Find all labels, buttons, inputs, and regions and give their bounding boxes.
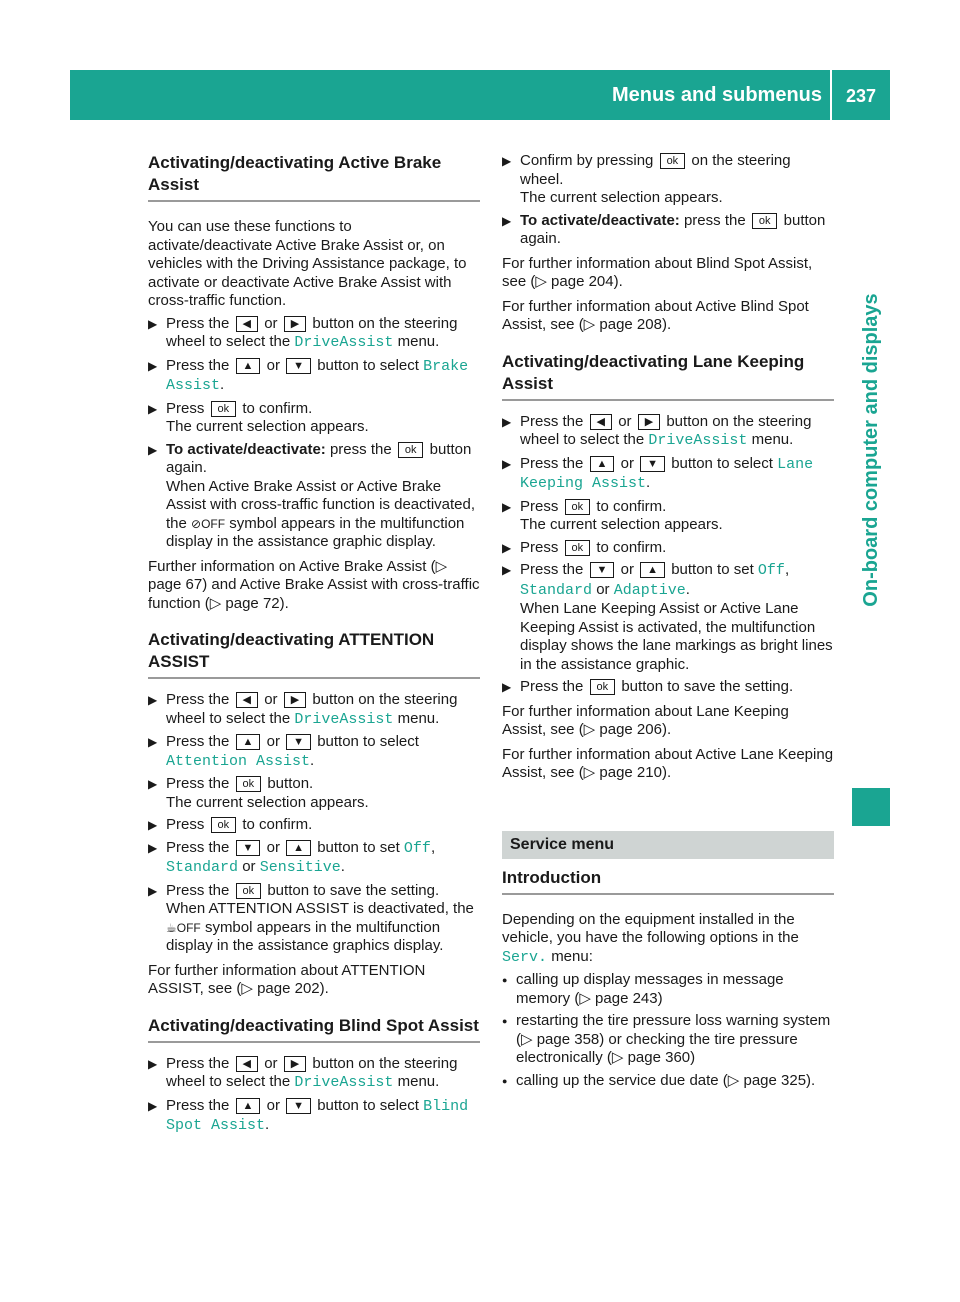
up-key-icon: ▲ <box>286 840 311 856</box>
menu-option: Standard <box>520 581 593 599</box>
section-heading: Activating/deactivating Active Brake Assist <box>148 152 480 202</box>
section-active-brake-assist <box>148 152 480 613</box>
service-menu-heading: Service menu <box>502 831 834 859</box>
right-key-icon: ▶ <box>284 316 306 332</box>
further-info: For further information about Active Lane Keeping Assist, see (▷ page 210). <box>502 745 834 781</box>
menu-name: Attention Assist <box>166 752 311 770</box>
left-key-icon: ◀ <box>236 1056 258 1072</box>
section-service-menu <box>502 831 834 1091</box>
step: ▶ Press the ok button to save the setting. When ATTENTION ASSIST is deactivated, the ☕OFF symbol appears in the multifunction display in the assistance graphics display. <box>148 882 480 956</box>
further-info: For further information about ATTENTION ASSIST, see (▷ page 202). <box>148 961 426 997</box>
section-heading: Activating/deactivating ATTENTION ASSIST <box>148 629 480 679</box>
step: ▶ Confirm by pressing ok on the steering wheel. The current selection appears. <box>502 152 834 208</box>
side-tab <box>852 180 890 720</box>
menu-name: DriveAssist <box>294 1074 394 1091</box>
section-heading: Activating/deactivating Blind Spot Assist <box>148 1015 480 1043</box>
step: ▶ Press the ◀ or ▶ button on the steering wheel to select the DriveAssist menu. <box>148 315 480 353</box>
step: ▶ To activate/deactivate: press the ok button again. <box>502 212 834 249</box>
step: ▶ Press the ok button to save the setting. <box>502 678 834 697</box>
menu-name: DriveAssist <box>294 710 394 728</box>
right-key-icon: ▶ <box>284 692 306 708</box>
ok-key-icon: ok <box>398 442 424 458</box>
ok-key-icon: ok <box>752 213 778 229</box>
chapter-title: Menus and submenus <box>611 84 822 106</box>
step: ▶ Press ok to confirm. <box>148 816 480 835</box>
page-number: 237 <box>845 86 877 106</box>
ok-key-icon: ok <box>236 883 262 899</box>
section-heading: Introduction <box>502 867 834 895</box>
down-key-icon: ▼ <box>286 1098 311 1114</box>
up-key-icon: ▲ <box>590 456 615 472</box>
section-lane-keeping-assist <box>502 351 834 783</box>
menu-name: DriveAssist <box>648 432 748 449</box>
ok-key-icon: ok <box>211 401 237 417</box>
menu-option: Sensitive <box>259 859 341 876</box>
down-key-icon: ▼ <box>590 562 615 578</box>
further-info: For further information about Blind Spot Assist, see (▷ page 204). <box>502 254 813 290</box>
left-key-icon: ◀ <box>590 414 612 430</box>
section-intro: You can use these functions to activate/deactivate Active Brake Assist or, on vehicles with the Driving Assistance package, to activate or deactivate Active Brake Assist with cross-traffic function. <box>148 218 467 309</box>
ok-key-icon: ok <box>660 153 686 169</box>
up-key-icon: ▲ <box>236 358 261 374</box>
step: ▶ Press the ◀ or ▶ button on the steering wheel to select the DriveAssist menu. <box>148 691 480 729</box>
step: ▶ Press the ▲ or ▼ button to select Blind Spot Assist. <box>148 1097 480 1136</box>
further-info: For further information about Active Blind Spot Assist, see (▷ page 208). <box>502 297 809 333</box>
left-key-icon: ◀ <box>236 316 258 332</box>
menu-name: Brake Assist <box>166 357 469 394</box>
down-key-icon: ▼ <box>286 358 311 374</box>
ok-key-icon: ok <box>565 540 591 556</box>
list-item: ● calling up the service due date (▷ page 325). <box>502 1072 834 1091</box>
step: ▶ Press the ◀ or ▶ button on the steering wheel to select the DriveAssist menu. <box>148 1055 480 1093</box>
section-blind-spot-assist <box>148 1015 480 1136</box>
down-key-icon: ▼ <box>286 734 311 750</box>
step: ▶ Press the ok button. The current selection appears. <box>148 775 480 812</box>
menu-name: Serv. <box>502 948 548 966</box>
left-column <box>148 152 480 1136</box>
section-heading: Activating/deactivating Lane Keeping Assist <box>502 351 834 401</box>
down-key-icon: ▼ <box>236 840 261 856</box>
section-attention-assist <box>148 629 480 999</box>
right-key-icon: ▶ <box>638 414 660 430</box>
menu-name: Blind Spot Assist <box>166 1097 469 1134</box>
step: ▶ Press the ▲ or ▼ button to select Brake Assist. <box>148 357 480 396</box>
list-item: ● calling up display messages in message memory (▷ page 243) <box>502 971 834 1008</box>
side-tab-marker <box>852 788 890 826</box>
ok-key-icon: ok <box>590 679 616 695</box>
menu-name: DriveAssist <box>294 334 394 351</box>
section-intro: Depending on the equipment installed in the vehicle, you have the following options in the Serv. menu: <box>502 910 799 966</box>
list-item: ● restarting the tire pressure loss warning system (▷ page 358) or checking the tire pressure electronically (▷ page 360) <box>502 1012 834 1068</box>
step: ▶ Press the ▲ or ▼ button to select Lane Keeping Assist. <box>502 455 834 494</box>
attention-assist-off-icon: ☕OFF <box>166 920 201 935</box>
left-key-icon: ◀ <box>236 692 258 708</box>
further-info: Further information on Active Brake Assist (▷ page 67) and Active Brake Assist with cross-traffic function (▷ page 72). <box>148 557 480 612</box>
step: ▶ Press the ▲ or ▼ button to select Attention Assist. <box>148 733 480 771</box>
down-key-icon: ▼ <box>640 456 665 472</box>
right-column <box>502 152 834 1090</box>
menu-option: Adaptive <box>613 581 686 599</box>
step: ▶ To activate/deactivate: press the ok button again. When Active Brake Assist or Active Brake Assist with cross-traffic function is deactivated, the ⊘OFF symbol appears in the multifunction display in the assistance graphic display. <box>148 441 480 552</box>
further-info: For further information about Lane Keeping Assist, see (▷ page 206). <box>502 702 789 738</box>
ok-key-icon: ok <box>565 499 591 515</box>
step: ▶ Press ok to confirm. The current selection appears. <box>502 498 834 535</box>
menu-name: Lane Keeping Assist <box>520 455 814 492</box>
menu-option: Off <box>757 562 785 579</box>
step: ▶ Press the ▼ or ▲ button to set Off, Standard or Adaptive. When Lane Keeping Assist or Active Lane Keeping Assist is activated, the multifunction display shows the lane markings as bright lines in the assistance graphic. <box>502 561 834 674</box>
up-key-icon: ▲ <box>640 562 665 578</box>
menu-option: Off <box>403 839 431 857</box>
ok-key-icon: ok <box>236 776 262 792</box>
up-key-icon: ▲ <box>236 734 261 750</box>
brake-assist-off-icon: ⊘OFF <box>191 516 226 531</box>
up-key-icon: ▲ <box>236 1098 261 1114</box>
step: ▶ Press the ▼ or ▲ button to set Off, Standard or Sensitive. <box>148 839 480 878</box>
step: ▶ Press the ◀ or ▶ button on the steering wheel to select the DriveAssist menu. <box>502 413 834 451</box>
step: ▶ Press ok to confirm. The current selection appears. <box>148 400 480 437</box>
menu-option: Standard <box>166 859 239 876</box>
right-key-icon: ▶ <box>284 1056 306 1072</box>
side-tab-label: On-board computer and displays <box>860 293 882 607</box>
ok-key-icon: ok <box>211 817 237 833</box>
step: ▶ Press ok to confirm. <box>502 539 834 558</box>
